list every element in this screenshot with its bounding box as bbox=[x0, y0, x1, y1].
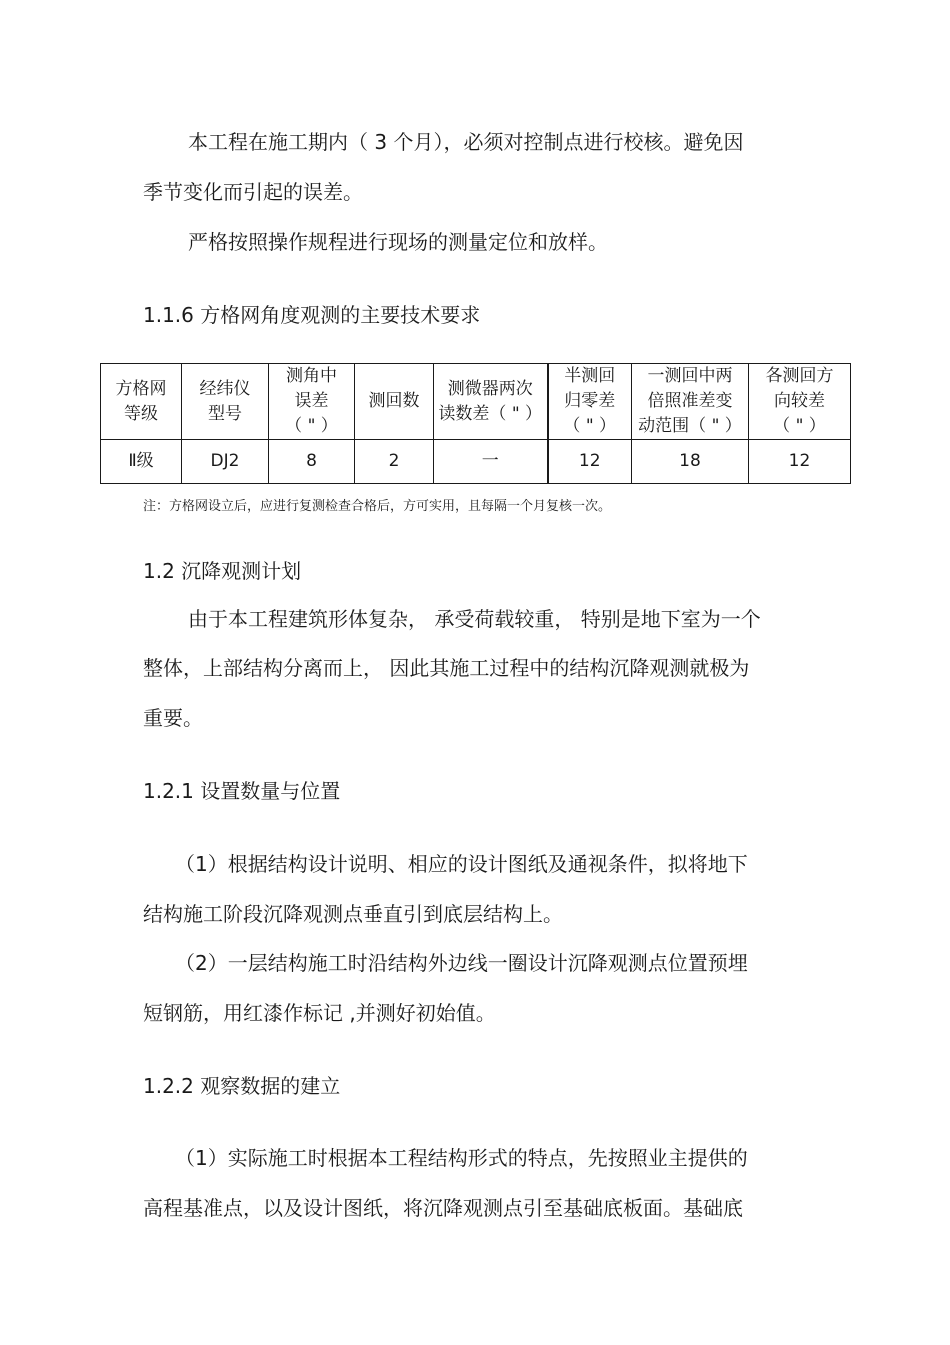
header-angle-error: 测角中 误差 （ " ） bbox=[269, 364, 355, 440]
section-1-2-1-heading: 1.2.1 设置数量与位置 bbox=[143, 779, 341, 803]
item-2-line-1: （2）一层结构施工时沿结构外边线一圈设计沉降观测点位置预埋 bbox=[175, 951, 748, 975]
cell-collimation-variation: 18 bbox=[632, 440, 749, 484]
table-row bbox=[101, 440, 851, 484]
cell-rounds: 2 bbox=[355, 440, 434, 484]
header-micrometer-diff: 测微器两次 读数差（ " ） bbox=[434, 364, 548, 440]
table-note: 注：方格网设立后，应进行复测检查合格后，方可实用，且每隔一个月复核一次。 bbox=[143, 499, 612, 514]
header-grid-grade: 方格网 等级 bbox=[101, 364, 182, 440]
item-2-line-2: 短钢筋，用红漆作标记 ,并测好初始值。 bbox=[143, 1001, 496, 1025]
grid-angle-requirements-table bbox=[100, 363, 851, 484]
cell-grid-grade: Ⅱ级 bbox=[101, 440, 182, 484]
cell-direction-diff: 12 bbox=[749, 440, 851, 484]
data-item-1-line-1: （1）实际施工时根据本工程结构形式的特点，先按照业主提供的 bbox=[175, 1146, 748, 1170]
paragraph-2: 严格按照操作规程进行现场的测量定位和放样。 bbox=[188, 230, 608, 254]
section-1-2-heading: 1.2 沉降观测计划 bbox=[143, 559, 302, 583]
paragraph-1-line-1: 本工程在施工期内（ 3 个月），必须对控制点进行校核。避免因 bbox=[188, 130, 744, 154]
paragraph-1-line-2: 季节变化而引起的误差。 bbox=[143, 180, 363, 204]
table-header-row bbox=[101, 364, 851, 440]
cell-angle-error: 8 bbox=[269, 440, 355, 484]
cell-theodolite-model: DJ2 bbox=[182, 440, 269, 484]
data-item-1-line-2: 高程基准点，以及设计图纸，将沉降观测点引至基础底板面。基础底 bbox=[143, 1196, 743, 1220]
header-collimation-variation: 一测回中两 倍照准差变 动范围（ " ） bbox=[632, 364, 749, 440]
cell-micrometer-diff: 一 bbox=[434, 440, 548, 484]
item-1-line-2: 结构施工阶段沉降观测点垂直引到底层结构上。 bbox=[143, 902, 563, 926]
section-1-2-line-2: 整体，上部结构分离而上， 因此其施工过程中的结构沉降观测就极为 bbox=[143, 656, 750, 680]
section-1-2-2-heading: 1.2.2 观察数据的建立 bbox=[143, 1074, 341, 1098]
section-1-2-line-3: 重要。 bbox=[143, 706, 203, 730]
header-rounds: 测回数 bbox=[355, 364, 434, 440]
header-theodolite-model: 经纬仪 型号 bbox=[182, 364, 269, 440]
section-1-2-line-1: 由于本工程建筑形体复杂， 承受荷载较重， 特别是地下室为一个 bbox=[188, 607, 761, 631]
item-1-line-1: （1）根据结构设计说明、相应的设计图纸及通视条件，拟将地下 bbox=[175, 852, 748, 876]
header-half-round-closure: 半测回 归零差 （ " ） bbox=[548, 364, 632, 440]
section-1-1-6-heading: 1.1.6 方格网角度观测的主要技术要求 bbox=[143, 303, 481, 327]
cell-half-round-closure: 12 bbox=[548, 440, 632, 484]
header-direction-diff: 各测回方 向较差 （ " ） bbox=[749, 364, 851, 440]
